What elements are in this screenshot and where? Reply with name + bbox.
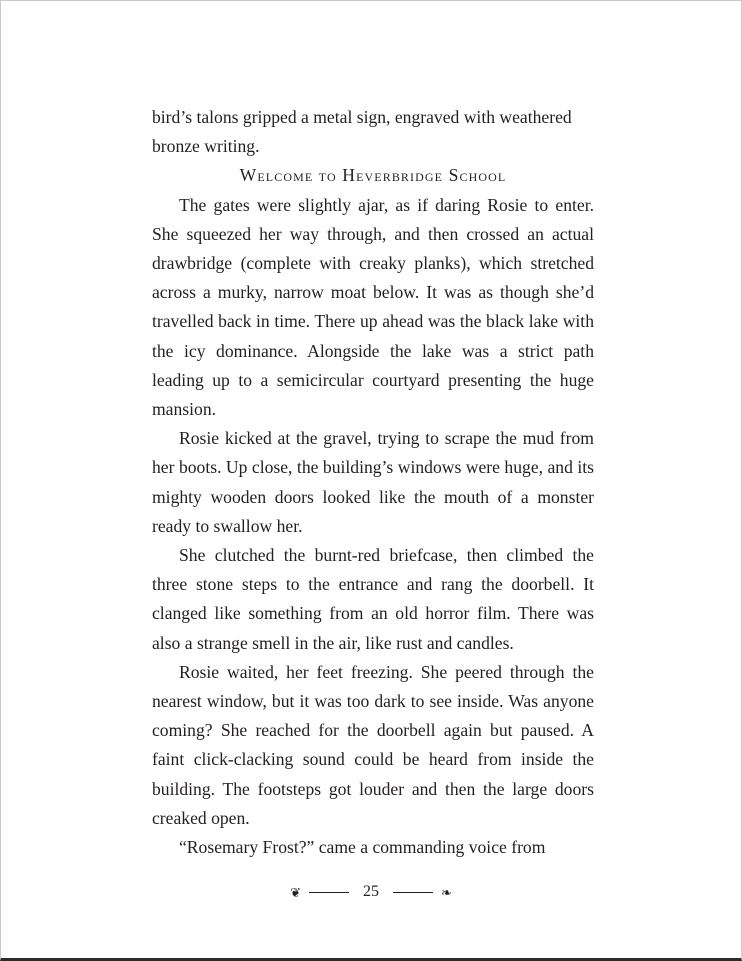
paragraph-5: Rosie waited, her feet freezing. She peered through the nearest window, but it was too dark to see inside. Was anyone coming? She reached for the doorbell again but paused. A faint click-clacking sound could be heard from inside the building. The footsteps got louder and then the large doors creaked open.	[152, 661, 594, 828]
paragraph-4: She clutched the burnt-red briefcase, then climbed the three stone steps to the entrance and rang the doorbell. It clanged like something from an old horror film. There was also a strange smell in the air, like rust and candles.	[152, 545, 594, 653]
page-footer	[1, 883, 741, 901]
ornament-left-icon: ❦	[290, 884, 301, 900]
body-text	[152, 103, 594, 862]
ornament-right-icon: ❧	[441, 884, 452, 900]
paragraph-6: “Rosemary Frost?” came a commanding voice from	[179, 837, 546, 858]
page-number: 25	[363, 883, 379, 900]
paragraph-2: The gates were slightly ajar, as if daring Rosie to enter. She squeezed her way through, and then crossed an actual drawbridge (complete with creaky planks), which stretched across a murky, narrow moat below. It was as though she’d travelled back in time. There up ahead was the black lake with the icy dominance. Alongside the lake was a strict path leading up to a semicircular courtyard presenting the huge mansion.	[152, 194, 594, 420]
paragraph-1: bird’s talons gripped a metal sign, engraved with weathered bronze writing.	[152, 107, 572, 157]
footer-rule-left	[309, 892, 349, 893]
footer-rule-right	[393, 892, 433, 893]
sign-heading: Welcome to Heverbridge School	[239, 165, 507, 186]
paragraph-3: Rosie kicked at the gravel, trying to scrape the mud from her boots. Up close, the building’s windows were huge, and its mighty wooden doors looked like the mouth of a monster ready to swallow her.	[152, 428, 594, 536]
